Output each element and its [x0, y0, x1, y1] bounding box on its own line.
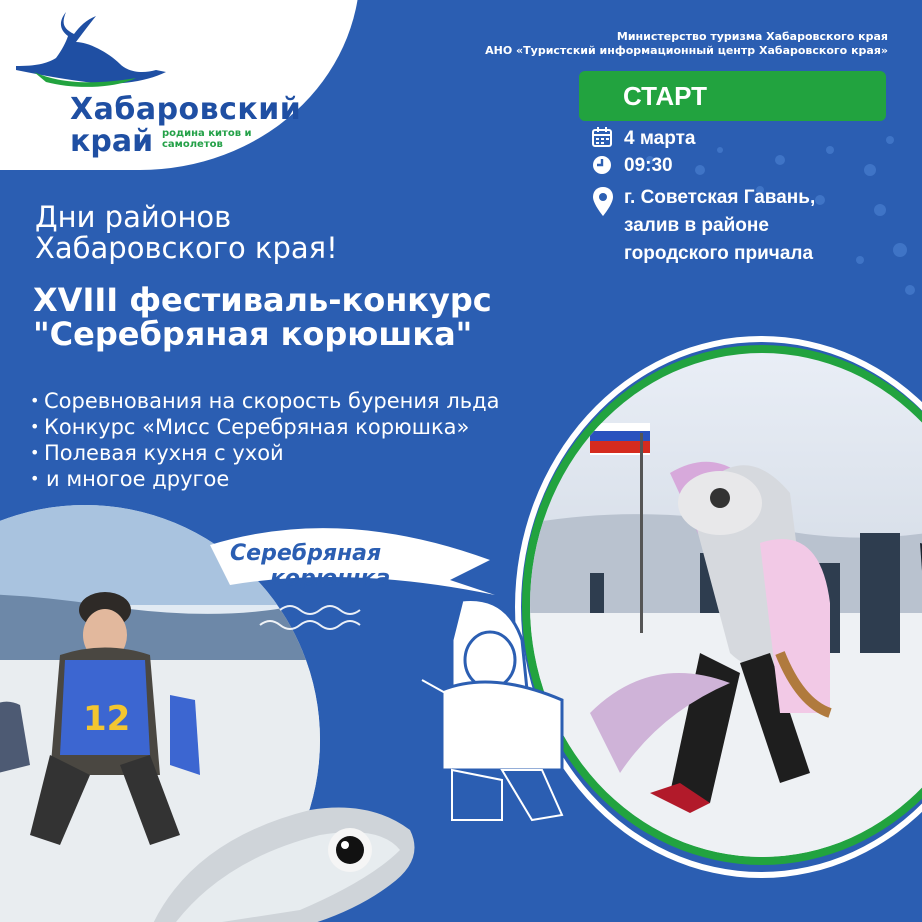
event-place-line3: городского причала	[624, 243, 814, 264]
cartoon-fisherman-illustration	[412, 600, 592, 840]
event-date: 4 марта	[624, 128, 696, 149]
calendar-icon	[592, 127, 612, 147]
event-place-line2: залив в районе	[624, 215, 769, 236]
festival-title-line2: "Серебряная корюшка"	[33, 315, 473, 353]
feature-item: • Полевая кухня с ухой	[30, 440, 500, 466]
feature-item: • Соревнования на скорость бурения льда	[30, 388, 500, 414]
festival-title	[33, 283, 492, 351]
clock-icon	[592, 155, 612, 175]
feature-item: • Конкурс «Мисс Серебряная корюшка»	[30, 414, 500, 440]
festival-logo-line1: Серебряная	[230, 541, 382, 566]
festival-logo-line2: корюшка	[270, 566, 391, 591]
logo-title-line1: Хабаровский	[70, 92, 302, 127]
bib-number: 12	[83, 699, 131, 739]
days-heading-line1: Дни районов	[35, 200, 232, 234]
location-pin-icon	[592, 186, 614, 218]
festival-title-line1: XVIII фестиваль-конкурс	[33, 281, 492, 319]
days-heading	[35, 202, 338, 264]
smelt-fish-illustration	[150, 780, 420, 922]
organizers	[485, 30, 888, 58]
organizer-ministry: Министерство туризма Хабаровского края	[616, 30, 888, 43]
event-time: 09:30	[624, 155, 673, 176]
start-badge: СТАРТ	[579, 71, 886, 121]
organizer-ano: АНО «Туристский информационный центр Хабаровского края»	[485, 44, 888, 57]
days-heading-line2: Хабаровского края!	[35, 231, 338, 265]
whale-logo-icon	[16, 12, 166, 90]
feature-item-continuation: • и многое другое	[30, 466, 500, 492]
event-place	[624, 184, 815, 268]
logo-tagline: родина китов и самолетов	[162, 128, 252, 150]
feature-list	[30, 388, 500, 492]
event-place-line1: г. Советская Гавань,	[624, 187, 816, 208]
logo-title-line2: край	[70, 124, 154, 159]
